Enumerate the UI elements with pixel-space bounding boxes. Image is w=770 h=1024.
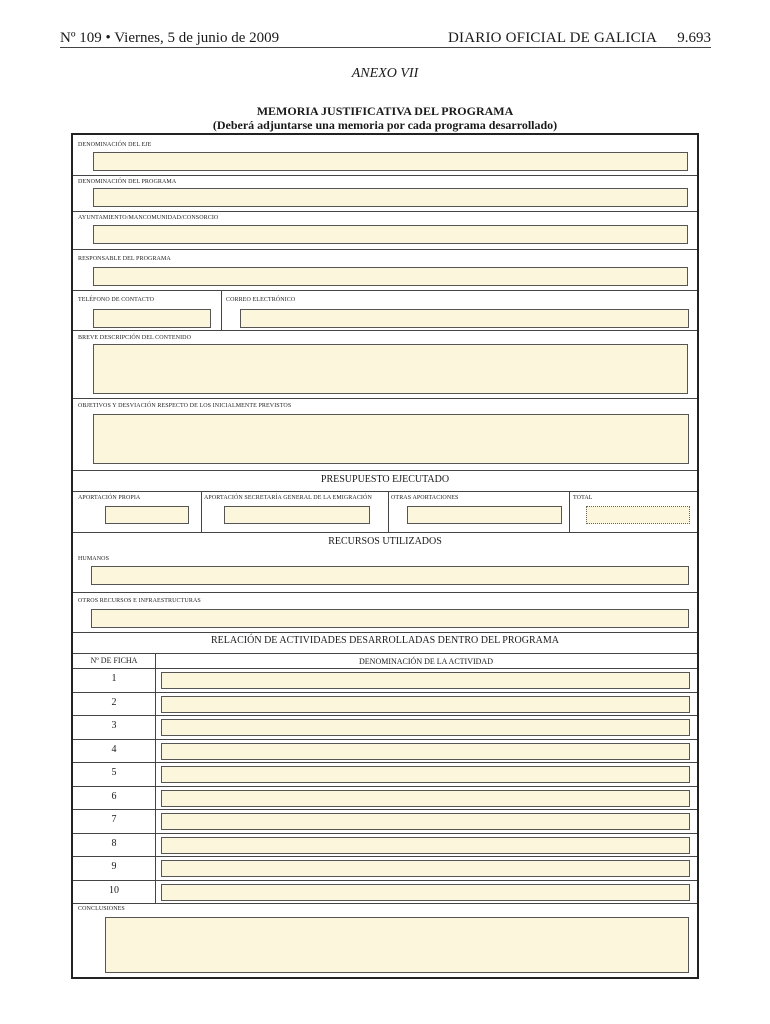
divider bbox=[73, 653, 697, 654]
issue-date: Nº 109 • Viernes, 5 de junio de 2009 bbox=[60, 30, 280, 46]
col-denominacion-header: DENOMINACIÓN DE LA ACTIVIDAD bbox=[359, 657, 493, 666]
responsable-field[interactable] bbox=[93, 267, 688, 286]
divider bbox=[73, 290, 697, 291]
presupuesto-heading: PRESUPUESTO EJECUTADO bbox=[320, 474, 450, 485]
divider bbox=[73, 470, 697, 471]
actividad-field[interactable] bbox=[161, 696, 690, 713]
aportacion-propia-field[interactable] bbox=[105, 506, 189, 524]
publication-name: DIARIO OFICIAL DE GALICIA bbox=[448, 30, 658, 46]
divider bbox=[569, 491, 570, 532]
divider bbox=[73, 592, 697, 593]
aportacion-secretaria-label: APORTACIÓN SECRETARÍA GENERAL DE LA EMIGRACIÓN bbox=[204, 495, 372, 501]
ayuntamiento-label: AYUNTAMIENTO/MANCOMUNIDAD/CONSORCIO bbox=[78, 215, 219, 221]
ayuntamiento-field[interactable] bbox=[93, 225, 688, 244]
ficha-number: 2 bbox=[111, 696, 117, 708]
divider bbox=[73, 211, 697, 212]
ficha-number: 5 bbox=[111, 767, 117, 778]
ficha-number: 8 bbox=[111, 837, 117, 849]
page-header bbox=[60, 30, 711, 48]
humanos-field[interactable] bbox=[91, 566, 689, 585]
divider bbox=[155, 653, 156, 903]
ficha-number: 6 bbox=[111, 790, 117, 802]
otros-recursos-field[interactable] bbox=[91, 609, 689, 628]
total-field[interactable] bbox=[586, 506, 690, 524]
ficha-number: 9 bbox=[111, 861, 117, 872]
correo-label: CORREO ELECTRÓNICO bbox=[226, 297, 296, 303]
programa-field[interactable] bbox=[93, 188, 688, 207]
descripcion-label: BREVE DESCRIPCIÓN DEL CONTENIDO bbox=[78, 335, 192, 341]
telefono-field[interactable] bbox=[93, 309, 211, 328]
divider bbox=[73, 175, 697, 176]
aportacion-secretaria-field[interactable] bbox=[224, 506, 370, 524]
divider bbox=[73, 668, 697, 669]
eje-field[interactable] bbox=[93, 152, 688, 171]
form-subtitle: (Deberá adjuntarse una memoria por cada programa desarrollado) bbox=[212, 118, 558, 132]
col-ficha-header: Nº DE FICHA bbox=[90, 656, 138, 665]
actividad-field[interactable] bbox=[161, 672, 690, 689]
divider bbox=[73, 833, 697, 834]
actividad-field[interactable] bbox=[161, 860, 690, 877]
divider bbox=[73, 809, 697, 810]
objetivos-field[interactable] bbox=[93, 414, 689, 464]
divider bbox=[73, 330, 697, 331]
actividad-field[interactable] bbox=[161, 719, 690, 736]
annex-title: ANEXO VII bbox=[351, 66, 419, 81]
actividad-field[interactable] bbox=[161, 884, 690, 901]
form-title: MEMORIA JUSTIFICATIVA DEL PROGRAMA bbox=[256, 104, 514, 118]
total-label: TOTAL bbox=[573, 495, 593, 501]
ficha-number: 4 bbox=[111, 743, 117, 755]
divider bbox=[73, 715, 697, 716]
divider bbox=[73, 856, 697, 857]
divider bbox=[73, 249, 697, 250]
divider bbox=[73, 398, 697, 399]
divider bbox=[73, 762, 697, 763]
actividades-heading: RELACIÓN DE ACTIVIDADES DESARROLLADAS DENTRO DEL PROGRAMA bbox=[211, 635, 559, 646]
page-number: 9.693 bbox=[677, 30, 711, 46]
ficha-number: 7 bbox=[111, 814, 117, 825]
otras-aportaciones-field[interactable] bbox=[407, 506, 562, 524]
objetivos-label: OBJETIVOS Y DESVIACIÓN RESPECTO DE LOS INICIALMENTE PREVISTOS bbox=[78, 403, 292, 409]
actividad-field[interactable] bbox=[161, 813, 690, 830]
divider bbox=[221, 290, 222, 330]
divider bbox=[388, 491, 389, 532]
otros-recursos-label: OTROS RECURSOS E INFRAESTRUCTURAS bbox=[78, 598, 201, 604]
recursos-heading: RECURSOS UTILIZADOS bbox=[328, 536, 442, 547]
divider bbox=[73, 880, 697, 881]
programa-label: DENOMINACIÓN DEL PROGRAMA bbox=[78, 179, 177, 185]
otras-aportaciones-label: OTRAS APORTACIONES bbox=[391, 495, 459, 501]
divider bbox=[201, 491, 202, 532]
eje-label: DENOMINACIÓN DEL EJE bbox=[78, 142, 152, 148]
actividad-field[interactable] bbox=[161, 766, 690, 783]
correo-field[interactable] bbox=[240, 309, 689, 328]
divider bbox=[73, 692, 697, 693]
divider bbox=[73, 632, 697, 633]
humanos-label: HUMANOS bbox=[78, 556, 110, 562]
conclusiones-label: CONCLUSIONES bbox=[78, 906, 125, 912]
divider bbox=[73, 903, 697, 904]
ficha-number: 3 bbox=[111, 720, 117, 731]
ficha-number: 10 bbox=[109, 884, 119, 896]
aportacion-propia-label: APORTACIÓN PROPIA bbox=[78, 495, 141, 501]
actividad-field[interactable] bbox=[161, 743, 690, 760]
responsable-label: RESPONSABLE DEL PROGRAMA bbox=[78, 256, 171, 262]
actividad-field[interactable] bbox=[161, 837, 690, 854]
telefono-label: TELÉFONO DE CONTACTO bbox=[78, 297, 155, 303]
divider bbox=[73, 491, 697, 492]
divider bbox=[73, 739, 697, 740]
divider bbox=[73, 532, 697, 533]
memoria-form bbox=[71, 133, 699, 979]
divider bbox=[73, 786, 697, 787]
actividad-field[interactable] bbox=[161, 790, 690, 807]
conclusiones-field[interactable] bbox=[105, 917, 689, 973]
descripcion-field[interactable] bbox=[93, 344, 688, 394]
ficha-number: 1 bbox=[111, 673, 117, 684]
